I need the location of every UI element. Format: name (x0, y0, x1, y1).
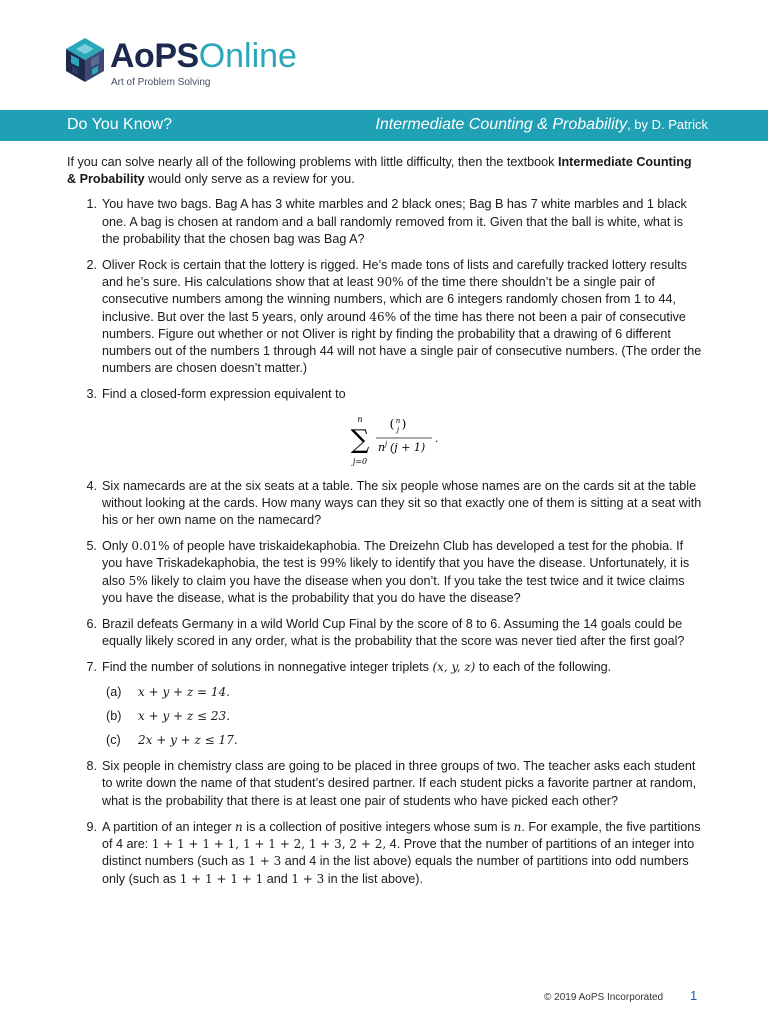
intro-text-end: would only serve as a review for you. (144, 172, 355, 187)
math-percent: 5% (128, 573, 148, 588)
math-partitions: 1 + 1 + 1 + 1, 1 + 1 + 2, 1 + 3, 2 + 2, (151, 837, 387, 852)
subpart-b (102, 708, 703, 725)
subpart-a (102, 684, 703, 701)
problem-sheet (67, 154, 703, 897)
problem-number: 2. (86, 258, 97, 273)
problem-text: Only (102, 539, 132, 554)
problem-number: 9. (86, 819, 97, 834)
math-triplet: (x, y, z) (432, 660, 476, 675)
math-percent: 90% (376, 275, 404, 290)
subpart-expression: x + y + z ≤ 23. (138, 708, 231, 723)
subpart-expression: x + y + z = 14. (138, 684, 231, 699)
problem-text: Brazil defeats Germany in a wild World Cup Final by the score of 8 to 6. Assuming the 14 goals could be equally likely scored in any order, what is the probability that the score was never tied after the first goal? (102, 617, 685, 649)
sum-lower-limit: j=0 (352, 456, 367, 466)
logo-tagline: Art of Problem Solving (111, 77, 211, 88)
problem-text: A partition of an integer (102, 819, 236, 834)
math-partition: 1 + 3 (248, 854, 282, 869)
banner-heading: Do You Know? (67, 116, 172, 133)
intro-paragraph (67, 154, 703, 188)
problem-number: 3. (86, 387, 97, 402)
problem-text: Six people in chemistry class are going to be placed in three groups of two. The teacher asks each student to write down the name of that student’s desired partner. If each student picks a favorite partner at random, what is the probability that there is at least one pair of students who have picked each other? (102, 759, 697, 808)
sum-upper-limit: n (356, 414, 363, 424)
math-percent: 99% (319, 556, 347, 571)
subpart-label: (a) (106, 684, 122, 699)
problem-number: 7. (86, 660, 97, 675)
problem-text: of the time has there not been a pair of consecutive numbers. Figure out whether or not Oliver is right by finding the probability that a drawing of 6 different numbers out of the numbers 1 through 44 will not have a single pair of consecutive numbers. (The order the numbers are chosen doesn’t matter.) (102, 309, 702, 376)
denominator-tail: (j + 1) (389, 440, 425, 454)
math-percent: 0.01% (131, 539, 170, 554)
subpart-label: (c) (106, 733, 121, 748)
formula-period: . (434, 431, 438, 445)
problem-text: Oliver Rock is certain that the lottery is rigged. He’s made tons of lists and carefully tracked lottery results and he’s sure. His calculations show that at least (102, 258, 687, 290)
problem-9 (67, 819, 703, 888)
binom-top: n (395, 416, 400, 425)
logo-wordmark (110, 36, 297, 76)
logo-word-aops: AoPS (110, 37, 199, 75)
problem-text: Find the number of solutions in nonnegative integer triplets (102, 660, 433, 675)
math-partition: 1 + 1 + 1 + 1 (179, 871, 264, 886)
banner-course-info (375, 116, 708, 134)
binom-open-paren: ( (389, 416, 394, 431)
problem-7 (67, 659, 703, 749)
problem-8 (67, 758, 703, 810)
problem-3 (67, 386, 703, 467)
problem-text: and 4 in the list above) equals the number of partitions into odd numbers only (such as (102, 854, 689, 886)
problem-text: Find a closed-form expression equivalent to (102, 387, 346, 402)
problem-text: of people have triskaidekaphobia. The Dreizehn Club has developed a test for the phobia. If you have Triskadekaphobia, the test is (102, 539, 684, 571)
problem-text: in the list above). (324, 871, 423, 886)
summation-formula (348, 414, 458, 468)
problem-number: 4. (86, 478, 97, 493)
sum-symbol: ∑ (350, 424, 369, 455)
problem-number: 8. (86, 759, 97, 774)
problem-text: likely to claim you have the disease when you don’t. If you take the test twice and it twice claims you have the disease, what is the probability that you do have the disease? (102, 573, 685, 605)
binom-bottom: j (396, 425, 399, 434)
aops-cube-logo-icon (66, 38, 104, 82)
course-author: , by D. Patrick (627, 117, 708, 132)
subpart-label: (b) (106, 708, 122, 723)
problem-1 (67, 196, 703, 248)
problem-2 (67, 257, 703, 377)
denominator-base: n (377, 440, 385, 454)
problem-text: . For example, the five partitions of 4 are: (102, 819, 701, 852)
problem-text: of the time there shouldn’t be a single pair of consecutive numbers among the winning numbers, which are 6 integers randomly chosen from 1 to 44, inclusive. But over the last 5 years, only around (102, 275, 677, 324)
subpart-expression: 2x + y + z ≤ 17. (138, 733, 238, 748)
problem-text: likely to identify that you have the disease. Unfortunately, it is also (102, 556, 690, 588)
problem-4 (67, 478, 703, 530)
aops-logo[interactable] (66, 36, 326, 92)
problem-number: 5. (86, 539, 97, 554)
problem-text: to each of the following. (475, 660, 612, 675)
subpart-c (102, 732, 703, 749)
course-title: Intermediate Counting & Probability (375, 116, 628, 133)
math-partition: 1 + 3 (291, 871, 325, 886)
intro-book-title: Intermediate Counting & Probability (67, 155, 692, 187)
problem-number: 1. (86, 197, 97, 212)
binom-close-paren: ) (401, 416, 406, 431)
problem-text: 4. Prove that the number of partitions of an integer into distinct numbers (such as (102, 837, 695, 869)
denominator-exponent: j (384, 439, 387, 448)
problem-text: You have two bags. Bag A has 3 white marbles and 2 black ones; Bag B has 7 white marbles and 1 black one. A bag is chosen at random and a ball randomly removed from it. Given that the ball is white, what is the probability that the chosen bag was Bag A? (102, 197, 687, 246)
problem-list (67, 196, 703, 887)
problem-5 (67, 538, 703, 607)
header-banner (0, 110, 768, 141)
footer-copyright: © 2019 AoPS Incorporated (544, 992, 664, 1003)
math-variable: n (513, 819, 522, 834)
math-variable: n (235, 819, 243, 834)
page-number: 1 (690, 988, 698, 1003)
problem-text: is a collection of positive integers whose sum is (242, 819, 514, 834)
problem-6 (67, 616, 703, 650)
problem-text: and (263, 871, 292, 886)
problem-number: 6. (86, 617, 97, 632)
display-formula (102, 414, 703, 468)
math-percent: 46% (369, 309, 397, 324)
intro-text-start: If you can solve nearly all of the following problems with little difficulty, then the textbook (67, 155, 558, 169)
problem-text: Six namecards are at the six seats at a table. The six people whose names are on the cards sit at the table without looking at the cards. How many ways can they sit so that exactly one of them is sitting at a seat with his or her own name on the namecard? (102, 478, 702, 528)
logo-word-online: Online (198, 37, 297, 75)
